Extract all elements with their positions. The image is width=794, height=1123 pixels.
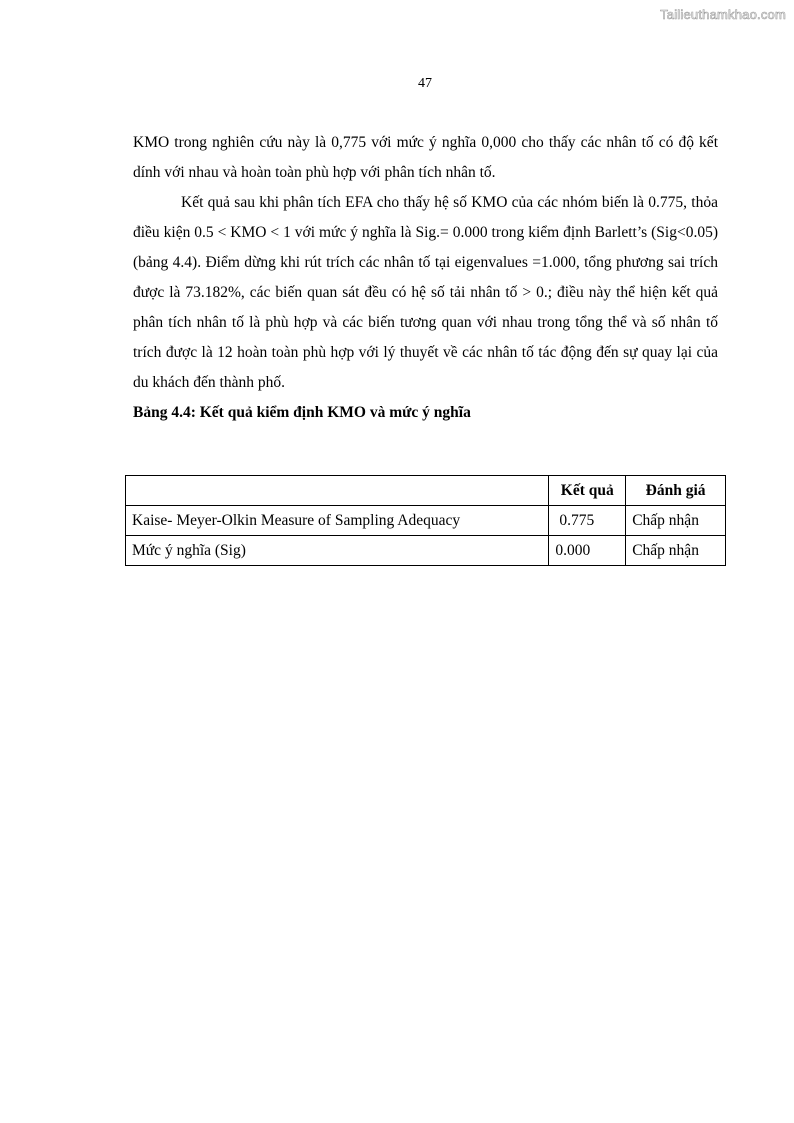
paragraph: KMO trong nghiên cứu này là 0,775 với mức ý nghĩa 0,000 cho thấy các nhân tố có độ kết dính với nhau và hoàn toàn phù hợp với phân tích nhân tố. [133, 134, 718, 181]
table-cell: Chấp nhận [626, 536, 726, 566]
table-cell: Kaise- Meyer-Olkin Measure of Sampling Adequacy [126, 506, 549, 536]
table-header-cell: Kết quả [549, 476, 626, 506]
watermark: Tailieuthamkhao.com [660, 7, 786, 22]
table-header-row [126, 476, 726, 506]
table-row [126, 506, 726, 536]
table-header-cell: Đánh giá [626, 476, 726, 506]
table-header-cell [126, 476, 549, 506]
table-cell: 0.000 [549, 536, 626, 566]
paragraph: Kết quả sau khi phân tích EFA cho thấy hệ số KMO của các nhóm biến là 0.775, thỏa điều kiện 0.5 < KMO < 1 với mức ý nghĩa là Sig.= 0.000 trong kiểm định Barlett’s (Sig<0.05) (bảng 4.4). Điểm dừng khi rút trích các nhân tố tại eigenvalues =1.000, tổng phương sai trích được là 73.182%, các biến quan sát đều có hệ số tải nhân tố > 0.; điều này thể hiện kết quả phân tích nhân tố là phù hợp và các biến tương quan với nhau trong tổng thể và số nhân tố trích được là 12 hoàn toàn phù hợp với lý thuyết về các nhân tố tác động đến sự quay lại của du khách đến thành phố. [133, 194, 718, 391]
document-body [133, 128, 718, 428]
table-row [126, 536, 726, 566]
kmo-result-table [125, 475, 726, 566]
table-cell: 0.775 [549, 506, 626, 536]
table-cell: Mức ý nghĩa (Sig) [126, 536, 549, 566]
table-cell: Chấp nhận [626, 506, 726, 536]
table-caption: Bảng 4.4: Kết quả kiểm định KMO và mức ý nghĩa [133, 404, 471, 421]
page-number: 47 [418, 76, 432, 91]
